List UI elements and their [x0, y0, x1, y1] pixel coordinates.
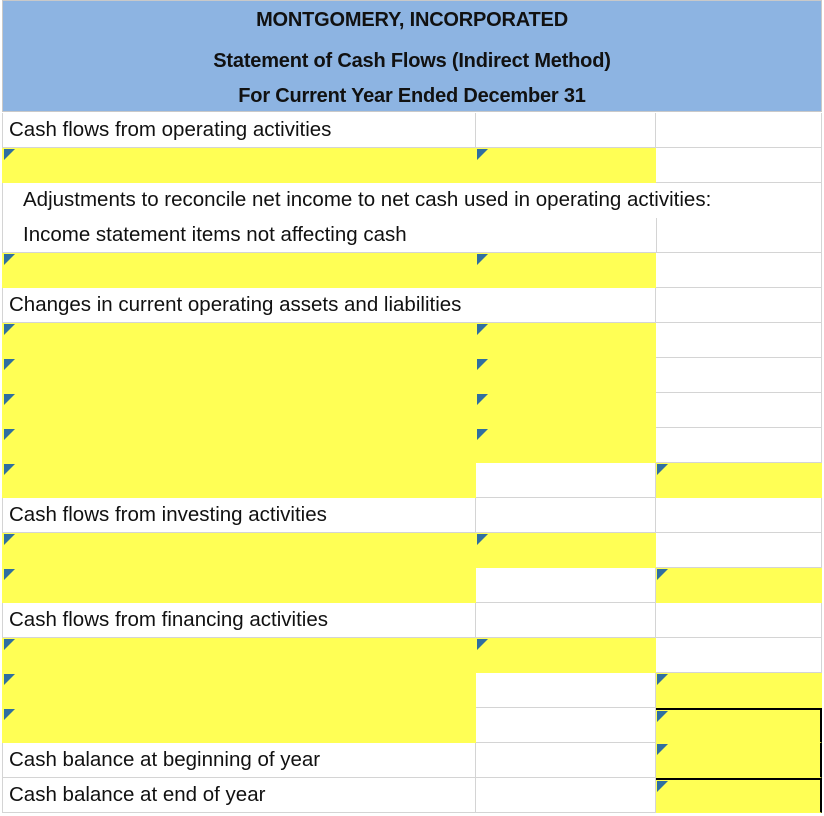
dropdown-marker-icon — [4, 429, 15, 440]
row-adjustments-heading — [2, 183, 822, 218]
cash-begin-input[interactable] — [656, 743, 822, 778]
label-cell — [2, 603, 476, 638]
dropdown-marker-icon — [4, 464, 15, 475]
dropdown-marker-icon — [4, 149, 15, 160]
total-cell[interactable] — [656, 638, 822, 673]
amount-cell[interactable] — [476, 568, 656, 603]
dropdown-label-input[interactable] — [2, 393, 476, 428]
cash-end-label: Cash balance at end of year — [9, 783, 266, 806]
amount-cell[interactable] — [476, 708, 656, 743]
dropdown-marker-icon — [477, 394, 488, 405]
row-operating-heading — [2, 113, 822, 148]
amount-cell[interactable] — [476, 673, 656, 708]
dropdown-marker-icon — [657, 781, 668, 792]
dropdown-label-input[interactable] — [2, 533, 476, 568]
dropdown-marker-icon — [477, 639, 488, 650]
row-investing-total — [2, 568, 822, 603]
label-cell — [2, 778, 476, 813]
row-cash-begin — [2, 743, 822, 778]
dropdown-marker-icon — [477, 429, 488, 440]
amount-input[interactable] — [476, 323, 656, 358]
amount-cell[interactable] — [476, 463, 656, 498]
dropdown-marker-icon — [4, 569, 15, 580]
total-cell[interactable] — [656, 358, 822, 393]
total-input[interactable] — [656, 673, 822, 708]
dropdown-label-input[interactable] — [2, 463, 476, 498]
amount-cell[interactable] — [476, 498, 656, 533]
total-cell[interactable] — [656, 288, 822, 323]
dropdown-marker-icon — [4, 709, 15, 720]
dropdown-marker-icon — [4, 324, 15, 335]
operating-heading: Cash flows from operating activities — [9, 118, 332, 141]
statement-header — [2, 0, 822, 112]
row-financing-input — [2, 638, 822, 673]
row-change-input-4 — [2, 428, 822, 463]
row-financing-total — [2, 673, 822, 708]
amount-input[interactable] — [476, 638, 656, 673]
row-change-input-3 — [2, 393, 822, 428]
row-financing-heading — [2, 603, 822, 638]
label-cell — [2, 218, 476, 253]
dropdown-label-input[interactable] — [2, 253, 476, 288]
row-operating-input — [2, 148, 822, 183]
label-cell — [2, 743, 476, 778]
total-cell[interactable] — [656, 148, 822, 183]
amount-input[interactable] — [476, 148, 656, 183]
financing-heading: Cash flows from financing activities — [9, 608, 329, 631]
adjustments-heading: Adjustments to reconcile net income to net cash used in operating activities: — [23, 188, 712, 211]
amount-input[interactable] — [476, 428, 656, 463]
dropdown-marker-icon — [477, 254, 488, 265]
dropdown-marker-icon — [4, 674, 15, 685]
dropdown-label-input[interactable] — [2, 638, 476, 673]
amount-cell[interactable] — [476, 288, 656, 323]
row-changes-heading — [2, 288, 822, 323]
row-change-input-2 — [2, 358, 822, 393]
label-cell — [2, 288, 476, 323]
label-cell — [2, 183, 822, 218]
dropdown-marker-icon — [4, 254, 15, 265]
cash-end-input[interactable] — [656, 778, 822, 813]
amount-input[interactable] — [476, 533, 656, 568]
amount-cell[interactable] — [476, 218, 656, 253]
dropdown-marker-icon — [477, 534, 488, 545]
row-investing-heading — [2, 498, 822, 533]
dropdown-marker-icon — [657, 569, 668, 580]
total-cell[interactable] — [656, 393, 822, 428]
row-noncash-heading — [2, 218, 822, 253]
label-cell — [2, 498, 476, 533]
row-cash-end — [2, 778, 822, 813]
total-input[interactable] — [656, 463, 822, 498]
row-net-change — [2, 708, 822, 743]
dropdown-marker-icon — [4, 639, 15, 650]
dropdown-marker-icon — [657, 464, 668, 475]
dropdown-label-input[interactable] — [2, 323, 476, 358]
dropdown-marker-icon — [477, 149, 488, 160]
dropdown-marker-icon — [657, 711, 668, 722]
total-cell[interactable] — [656, 603, 822, 638]
row-noncash-input — [2, 253, 822, 288]
amount-cell[interactable] — [476, 778, 656, 813]
dropdown-marker-icon — [657, 674, 668, 685]
total-cell[interactable] — [656, 428, 822, 463]
label-cell — [2, 113, 476, 148]
dropdown-marker-icon — [657, 744, 668, 755]
statement-period: For Current Year Ended December 31 — [238, 85, 586, 107]
dropdown-label-input[interactable] — [2, 148, 476, 183]
total-cell[interactable] — [656, 218, 822, 253]
amount-cell[interactable] — [476, 603, 656, 638]
amount-input[interactable] — [476, 358, 656, 393]
row-investing-input — [2, 533, 822, 568]
dropdown-label-input[interactable] — [2, 358, 476, 393]
dropdown-label-input[interactable] — [2, 708, 476, 743]
total-cell[interactable] — [656, 323, 822, 358]
changes-heading: Changes in current operating assets and liabilities — [9, 293, 462, 316]
dropdown-label-input[interactable] — [2, 428, 476, 463]
statement-title: Statement of Cash Flows (Indirect Method) — [213, 50, 611, 72]
amount-cell[interactable] — [476, 743, 656, 778]
net-change-input[interactable] — [656, 708, 822, 743]
dropdown-label-input[interactable] — [2, 568, 476, 603]
dropdown-marker-icon — [477, 359, 488, 370]
dropdown-marker-icon — [477, 324, 488, 335]
amount-cell[interactable] — [476, 113, 656, 148]
dropdown-marker-icon — [4, 394, 15, 405]
amount-input[interactable] — [476, 253, 656, 288]
company-name: MONTGOMERY, INCORPORATED — [256, 9, 568, 31]
amount-input[interactable] — [476, 393, 656, 428]
total-cell[interactable] — [656, 113, 822, 148]
total-cell[interactable] — [656, 253, 822, 288]
total-cell[interactable] — [656, 533, 822, 568]
dropdown-label-input[interactable] — [2, 673, 476, 708]
dropdown-marker-icon — [4, 359, 15, 370]
total-input[interactable] — [656, 568, 822, 603]
total-cell[interactable] — [656, 498, 822, 533]
investing-heading: Cash flows from investing activities — [9, 503, 327, 526]
row-change-input-1 — [2, 323, 822, 358]
cash-begin-label: Cash balance at beginning of year — [9, 748, 321, 771]
dropdown-marker-icon — [4, 534, 15, 545]
row-operating-total — [2, 463, 822, 498]
noncash-heading: Income statement items not affecting cash — [23, 223, 407, 246]
cash-flow-worksheet — [2, 0, 822, 816]
